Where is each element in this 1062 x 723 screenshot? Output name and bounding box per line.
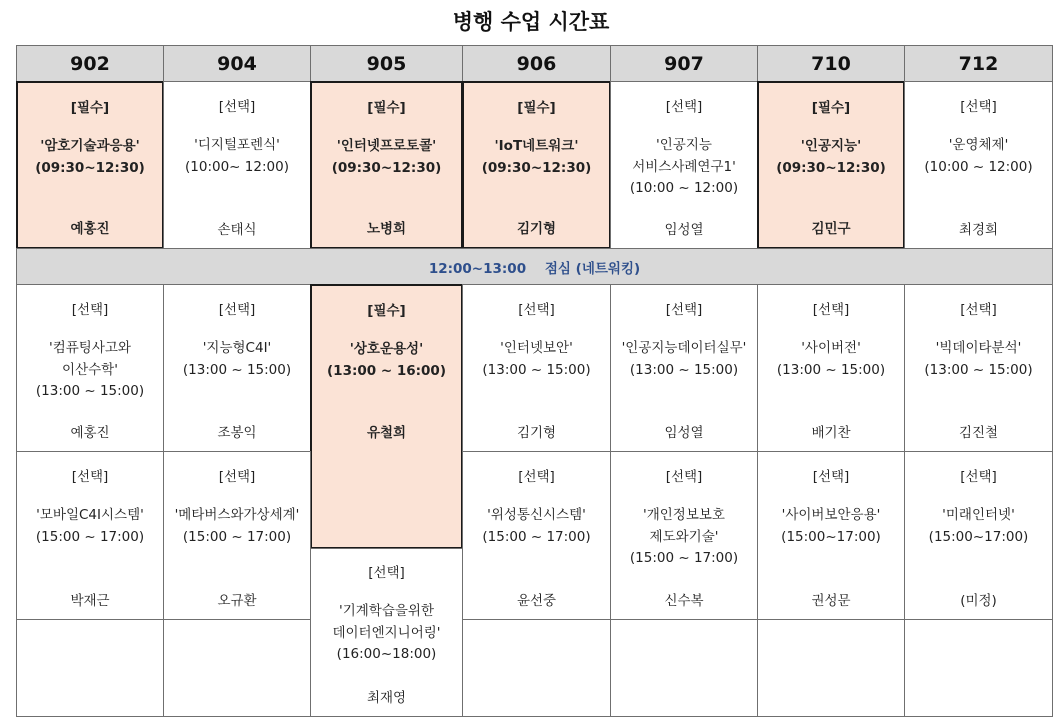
- instructor: 배기찬: [811, 425, 851, 441]
- lunch-text: 12:00~13:00 점심 (네트워킹): [428, 260, 641, 277]
- course-title: '암호기술과응용': [40, 138, 140, 154]
- instructor: 김진철: [958, 425, 999, 441]
- instructor: 박재근: [70, 593, 110, 609]
- course-type: [선택]: [218, 469, 256, 485]
- course-cell-906-afternoon1: [462, 284, 611, 452]
- course-time: (09:30~12:30): [35, 159, 145, 176]
- course-cell-907-afternoon1: [610, 284, 758, 452]
- instructor: 노병희: [366, 221, 407, 237]
- course-title-line2: 제도와기술': [649, 528, 719, 545]
- course-time: (09:30~12:30): [776, 159, 886, 176]
- course-time: (13:00 ~ 15:00): [924, 361, 1033, 378]
- course-time: (13:00 ~ 15:00): [482, 361, 591, 378]
- course-type: [선택]: [812, 302, 850, 318]
- instructor: 예홍진: [70, 425, 110, 441]
- course-title-line1: '컴퓨팅사고와: [49, 340, 131, 356]
- empty-cell: [163, 619, 311, 717]
- course-title-line1: '기계학습을위한: [339, 603, 434, 619]
- course-type: [필수]: [70, 100, 110, 116]
- course-title: '인공지능': [800, 138, 862, 154]
- course-time: (15:00 ~ 17:00): [182, 528, 292, 545]
- room-header-710: 710: [757, 45, 905, 82]
- course-title-line2: 데이터엔지니어링': [332, 624, 441, 641]
- page-title: 병행 수업 시간표: [452, 10, 610, 34]
- course-cell-712-morning: [904, 81, 1053, 249]
- empty-cell: [757, 619, 905, 717]
- course-time: (13:00 ~ 15:00): [35, 383, 145, 399]
- course-cell-902-afternoon2: [16, 451, 164, 620]
- course-title: '모바일C4I시스템': [36, 507, 144, 523]
- course-cell-710-afternoon1: [757, 284, 905, 452]
- course-cell-902-morning: [16, 81, 164, 249]
- course-cell-907-morning: [610, 81, 758, 249]
- course-type: [선택]: [368, 565, 405, 581]
- course-time: (15:00~17:00): [928, 528, 1029, 545]
- course-type: [선택]: [665, 469, 703, 485]
- course-time: (09:30~12:30): [331, 159, 442, 176]
- empty-cell: [462, 619, 611, 717]
- instructor: 예홍진: [70, 221, 110, 237]
- course-time: (10:00 ~ 12:00): [629, 180, 739, 196]
- course-type: [선택]: [960, 99, 997, 115]
- instructor: 김기형: [516, 221, 557, 237]
- course-title: '빅데이타분석': [935, 340, 1022, 356]
- course-cell-712-afternoon1: [904, 284, 1053, 452]
- course-cell-904-afternoon2: [163, 451, 311, 620]
- course-title-line1: '인공지능: [656, 137, 712, 153]
- course-title: '인터넷프로토콜': [336, 138, 437, 154]
- course-title-line2: 서비스사례연구1': [632, 158, 736, 175]
- room-header-907: 907: [610, 45, 758, 82]
- course-cell-905-morning: [310, 81, 463, 249]
- course-type: [선택]: [518, 469, 555, 485]
- course-time: (09:30~12:30): [481, 159, 592, 176]
- course-cell-905-evening: [310, 548, 463, 717]
- course-title-line2: 이산수학': [62, 361, 118, 378]
- room-header-902: 902: [16, 45, 164, 82]
- course-cell-902-afternoon1: [16, 284, 164, 452]
- course-time: (13:00 ~ 15:00): [182, 361, 292, 378]
- instructor: 최경희: [958, 222, 999, 238]
- course-title: '인공지능데이터실무': [621, 340, 747, 356]
- course-cell-906-afternoon2: [462, 451, 611, 620]
- empty-cell: [610, 619, 758, 717]
- course-time: (13:00 ~ 15:00): [629, 361, 739, 378]
- room-header-712: 712: [904, 45, 1053, 82]
- instructor: 임성열: [664, 425, 704, 441]
- course-type: [선택]: [218, 302, 256, 318]
- course-type: [선택]: [960, 302, 997, 318]
- course-time: (13:00 ~ 16:00): [327, 362, 446, 379]
- room-header-905: 905: [310, 45, 463, 82]
- instructor: 조봉익: [217, 425, 257, 441]
- course-cell-710-afternoon2: [757, 451, 905, 620]
- instructor: 임성열: [664, 222, 704, 238]
- course-time: (15:00 ~ 17:00): [629, 550, 739, 566]
- course-type: [선택]: [71, 469, 109, 485]
- course-cell-905-afternoon: [310, 284, 463, 549]
- instructor: 김기형: [516, 425, 557, 441]
- course-cell-904-morning: [163, 81, 311, 249]
- room-header-904: 904: [163, 45, 311, 82]
- course-cell-904-afternoon1: [163, 284, 311, 452]
- course-title: '미래인터넷': [942, 507, 1015, 523]
- course-title: '상호운용성': [349, 341, 424, 357]
- course-type: [선택]: [518, 302, 555, 318]
- room-header-906: 906: [462, 45, 611, 82]
- course-type: [선택]: [812, 469, 850, 485]
- course-time: (15:00~17:00): [781, 528, 881, 545]
- course-time: (15:00 ~ 17:00): [482, 528, 591, 545]
- empty-cell: [16, 619, 164, 717]
- course-time: (16:00~18:00): [336, 646, 437, 662]
- course-cell-907-afternoon2: [610, 451, 758, 620]
- course-title-line1: '개인정보보호: [643, 507, 725, 523]
- course-type: [필수]: [367, 303, 406, 319]
- instructor: 유철희: [366, 425, 407, 441]
- instructor: 윤선중: [516, 593, 557, 609]
- course-type: [선택]: [665, 302, 703, 318]
- course-time: (15:00 ~ 17:00): [35, 528, 145, 545]
- course-type: [선택]: [665, 99, 703, 115]
- course-title: '운영체제': [948, 137, 1009, 153]
- course-cell-906-morning: [462, 81, 611, 249]
- course-type: [선택]: [960, 469, 997, 485]
- course-type: [필수]: [367, 100, 406, 116]
- timetable: [16, 45, 1053, 717]
- course-title: '메타버스와가상세계': [174, 507, 300, 523]
- instructor: 권성문: [811, 593, 851, 609]
- course-type: [필수]: [811, 100, 851, 116]
- instructor: 신수복: [664, 593, 704, 609]
- instructor: 김민구: [811, 221, 851, 237]
- instructor: 최재영: [366, 690, 407, 706]
- instructor: 오규환: [217, 593, 257, 609]
- lunch-banner: [16, 248, 1053, 285]
- course-title: '사이버전': [801, 340, 861, 356]
- course-title: '인터넷보안': [500, 340, 573, 356]
- course-title: '사이버보안응용': [781, 507, 881, 523]
- course-cell-710-morning: [757, 81, 905, 249]
- course-type: [필수]: [517, 100, 556, 116]
- course-title: 'IoT네트워크': [494, 138, 579, 154]
- instructor: (미정): [960, 593, 997, 609]
- course-title: '지능형C4I': [202, 340, 272, 356]
- course-title: '디지털포렌식': [194, 137, 280, 153]
- course-title: '위성통신시스템': [487, 507, 586, 523]
- course-time: (10:00~ 12:00): [185, 158, 289, 175]
- course-cell-712-afternoon2: [904, 451, 1053, 620]
- course-type: [선택]: [218, 99, 256, 115]
- empty-cell: [904, 619, 1053, 717]
- instructor: 손태식: [217, 222, 257, 238]
- course-time: (10:00 ~ 12:00): [924, 158, 1033, 175]
- course-type: [선택]: [71, 302, 109, 318]
- course-time: (13:00 ~ 15:00): [776, 361, 886, 378]
